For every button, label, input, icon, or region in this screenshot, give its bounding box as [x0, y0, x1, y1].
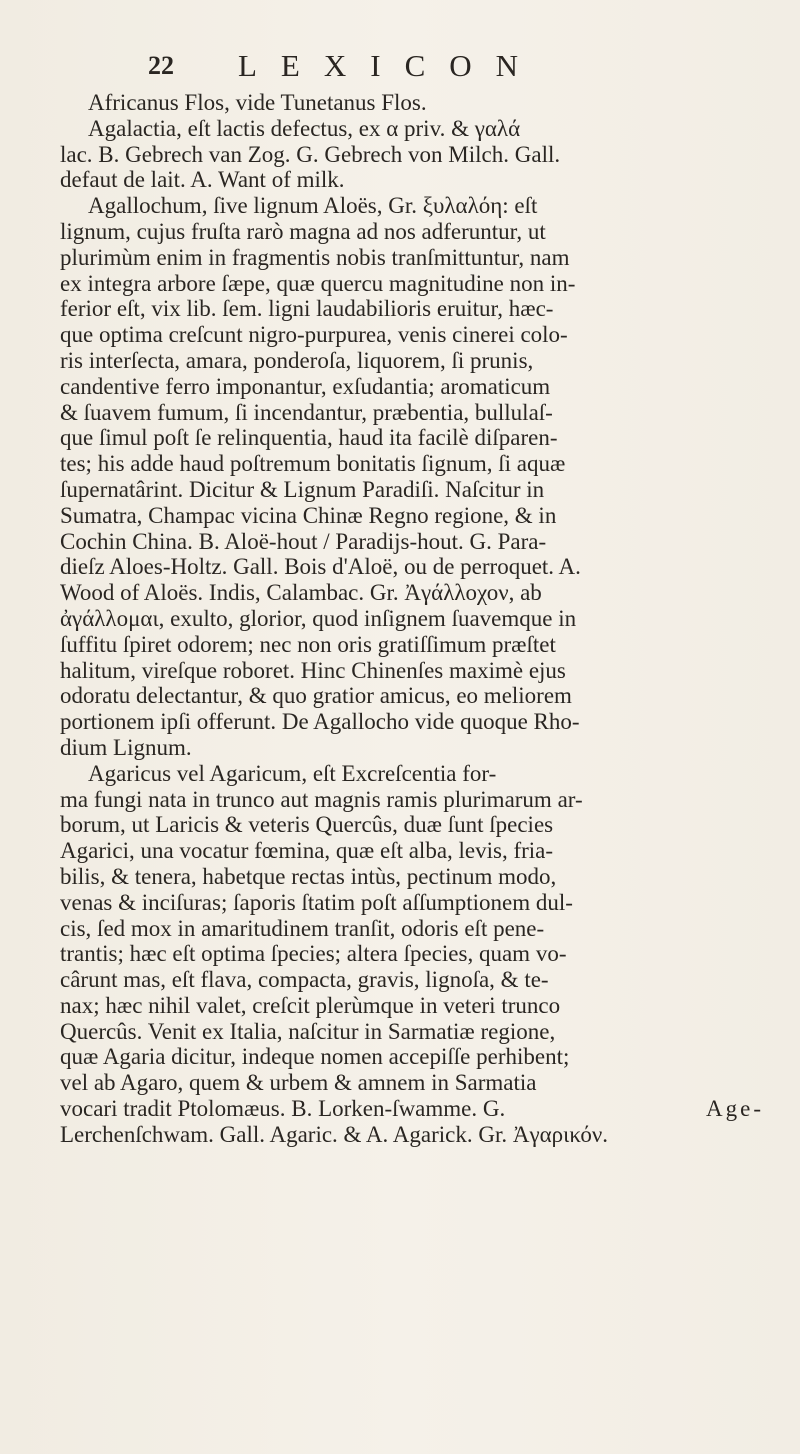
text-line: lignum, cujus fruſta rarò magna ad nos adferuntur, ut	[60, 218, 546, 244]
text-line: ferior eſt, vix lib. ſem. ligni laudabilioris eruitur, hæc-	[60, 296, 554, 322]
text-line: Agalactia, eſt lactis defectus, ex α priv. & γαλά	[88, 115, 521, 141]
page-number: 22	[148, 51, 174, 80]
text-line: vel ab Agaro, quem & urbem & amnem in Sarmatia	[60, 1070, 537, 1096]
text-line: bilis, & tenera, habetque rectas intùs, pectinum modo,	[60, 863, 557, 889]
text-line: Agarici, una vocatur fœmina, quæ eſt alba, levis, fria-	[60, 838, 554, 864]
text-line: ex integra arbore ſæpe, quæ quercu magnitudine non in-	[60, 270, 576, 296]
text-line: trantis; hæc eſt optima ſpecies; altera ſpecies, quam vo-	[60, 941, 567, 967]
text-line: que ſimul poſt ſe relinquentia, haud ita facilè diſparen-	[60, 425, 558, 451]
text-line: Agallochum, ſive lignum Aloës, Gr. ξυλαλόη: eſt	[88, 193, 538, 219]
body-text	[60, 90, 780, 1148]
text-line: defaut de lait. A. Want of milk.	[60, 167, 345, 193]
running-head: LEXICON	[238, 48, 543, 83]
page-header	[148, 44, 748, 88]
text-line: ris interſecta, amara, ponderoſa, liquorem, ſi prunis,	[60, 347, 534, 373]
text-line: & ſuavem fumum, ſi incendantur, præbentia, bullulaſ-	[60, 399, 553, 425]
text-line: ma fungi nata in trunco aut magnis ramis plurimarum ar-	[60, 786, 583, 812]
text-line: Lerchenſchwam. Gall. Agaric. & A. Agarick. Gr. Ἀγαρικόν.	[60, 1121, 609, 1147]
text-line: que optima creſcunt nigro-purpurea, venis cinerei colo-	[60, 322, 568, 348]
text-line: plurimùm enim in fragmentis nobis tranſmittuntur, nam	[60, 244, 570, 270]
text-line: borum, ut Laricis & veteris Quercûs, duæ ſunt ſpecies	[60, 812, 554, 838]
text-line: Sumatra, Champac vicina Chinæ Regno regione, & in	[60, 502, 557, 528]
text-line: ſuffitu ſpiret odorem; nec non oris gratiſſimum præſtet	[60, 631, 556, 657]
text-line: ἀγάλλομαι, exulto, glorior, quod inſignem ſuavemque in	[60, 605, 577, 631]
text-line: tes; his adde haud poſtremum bonitatis ſignum, ſi aquæ	[60, 451, 566, 477]
text-line: Quercûs. Venit ex Italia, naſcitur in Sarmatiæ regione,	[60, 1018, 556, 1044]
text-line: Wood of Aloës. Indis, Calambac. Gr. Ἀγάλλοχον, ab	[60, 580, 542, 606]
text-line: dieſz Aloes-Holtz. Gall. Bois d'Aloë, ou de perroquet. A.	[60, 554, 581, 580]
text-line: cârunt mas, eſt flava, compacta, gravis, lignoſa, & te-	[60, 967, 549, 993]
text-line: odoratu delectantur, & quo gratior amicus, eo meliorem	[60, 683, 572, 709]
text-line: portionem ipſi offerunt. De Agallocho vide quoque Rho-	[60, 709, 580, 735]
text-line: lac. B. Gebrech van Zog. G. Gebrech von Milch. Gall.	[60, 141, 561, 167]
text-line: ſupernatârint. Dicitur & Lignum Paradiſi. Naſcitur in	[60, 476, 545, 502]
text-line: Cochin China. B. Aloë-hout / Paradijs-hout. G. Para-	[60, 528, 547, 554]
text-line: Agaricus vel Agaricum, eſt Excreſcentia for-	[88, 760, 497, 786]
text-line: halitum, vireſque roboret. Hinc Chinenſes maximè ejus	[60, 657, 566, 683]
text-line: Africanus Flos, vide Tunetanus Flos.	[88, 90, 427, 115]
text-line: dium Lignum.	[60, 734, 192, 760]
catchword: Age-	[706, 1096, 764, 1121]
text-line: quæ Agaria dicitur, indeque nomen accepiſſe perhibent;	[60, 1044, 570, 1070]
text-line: nax; hæc nihil valet, creſcit plerùmque in veteri trunco	[60, 992, 561, 1018]
text-line: venas & inciſuras; ſaporis ſtatim poſt aſſumptionem dul-	[60, 889, 573, 915]
text-line: cis, ſed mox in amaritudinem tranſit, odoris eſt pene-	[60, 915, 545, 941]
text-line: candentive ferro imponantur, exſudantia; aromaticum	[60, 373, 551, 399]
text-line: vocari tradit Ptolomæus. B. Lorken-ſwamme. G.	[60, 1096, 506, 1122]
